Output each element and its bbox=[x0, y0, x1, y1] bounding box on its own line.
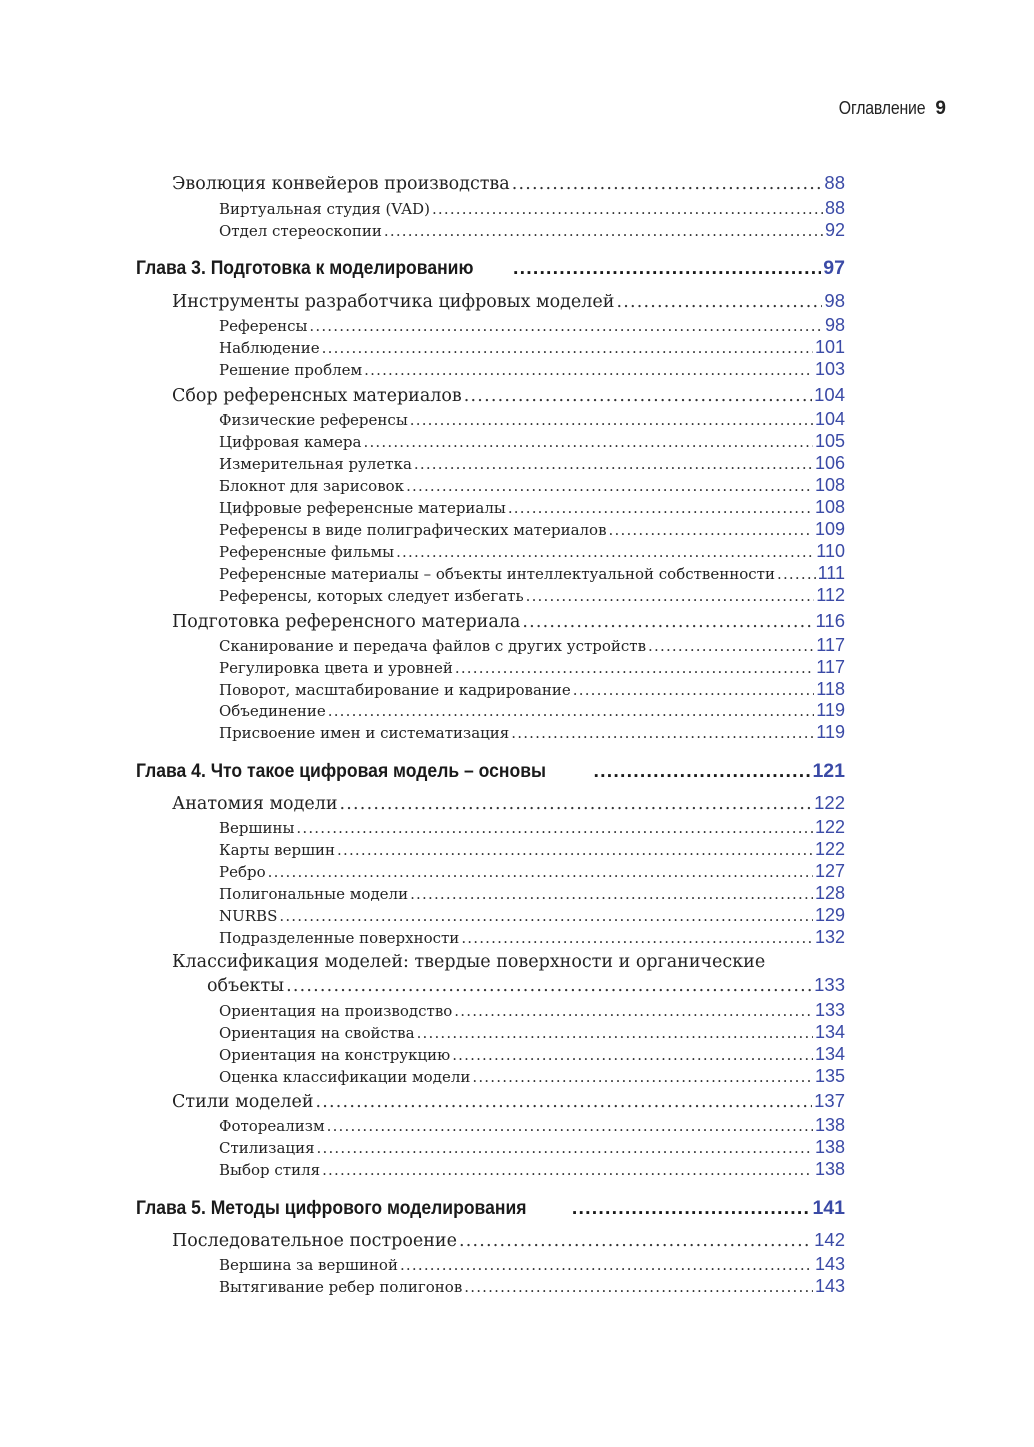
toc-entry-title: Глава 3. Подготовка к моделированию bbox=[136, 257, 474, 279]
toc-page-link[interactable]: 127 bbox=[814, 861, 845, 881]
toc-page-link[interactable]: 138 bbox=[814, 1159, 845, 1179]
toc-page-link[interactable]: 110 bbox=[816, 541, 845, 561]
toc-subsection[interactable] bbox=[219, 337, 845, 358]
toc-subsection[interactable] bbox=[219, 1115, 845, 1136]
toc-entry-title: Стилизация bbox=[219, 1139, 315, 1157]
toc-entry-title: Измерительная рулетка bbox=[219, 455, 412, 473]
dot-leader bbox=[268, 863, 813, 881]
toc-entry-title: Глава 5. Методы цифрового моделирования bbox=[136, 1197, 527, 1219]
toc-entry-title: Присвоение имен и систематизация bbox=[219, 724, 510, 742]
toc-subsection[interactable] bbox=[219, 519, 845, 540]
toc-subsection[interactable] bbox=[219, 220, 845, 241]
toc-page-link[interactable]: 111 bbox=[817, 563, 845, 583]
toc-subsection[interactable] bbox=[219, 198, 845, 219]
toc-page-link[interactable]: 108 bbox=[814, 497, 845, 517]
toc-subsection[interactable] bbox=[219, 817, 845, 838]
toc-entry-title: Виртуальная студия (VAD) bbox=[219, 200, 430, 218]
toc-page-link[interactable]: 138 bbox=[814, 1137, 845, 1157]
dot-leader bbox=[279, 907, 813, 925]
toc-page-link[interactable]: 88 bbox=[824, 172, 845, 193]
dot-leader bbox=[573, 681, 815, 699]
dot-leader bbox=[317, 1139, 813, 1157]
toc-entry-title: Наблюдение bbox=[219, 339, 320, 357]
toc-page-link[interactable]: 88 bbox=[824, 198, 845, 218]
dot-leader bbox=[337, 841, 813, 859]
toc-page-link[interactable]: 104 bbox=[814, 384, 845, 405]
dot-leader bbox=[464, 386, 812, 406]
toc-entry-title: Отдел стереоскопии bbox=[219, 222, 382, 240]
toc-entry-title: NURBS bbox=[219, 907, 278, 925]
toc-entry-title: Регулировка цвета и уровней bbox=[219, 659, 453, 677]
toc-subsection[interactable] bbox=[219, 861, 845, 882]
toc-entry-title: Референсы, которых следует избегать bbox=[219, 587, 524, 605]
dot-leader bbox=[464, 1278, 813, 1296]
dot-leader bbox=[526, 587, 815, 605]
dot-leader bbox=[511, 724, 814, 742]
toc-page-link[interactable]: 133 bbox=[814, 1000, 845, 1020]
dot-leader bbox=[609, 521, 813, 539]
dot-leader bbox=[461, 929, 813, 947]
dot-leader bbox=[522, 612, 813, 632]
toc-section[interactable] bbox=[172, 384, 845, 406]
toc-subsection[interactable] bbox=[219, 475, 845, 496]
dot-leader bbox=[508, 499, 813, 517]
toc-entry-title: Эволюция конвейеров производства bbox=[172, 174, 510, 194]
dot-leader bbox=[396, 543, 814, 561]
toc-entry-title: Цифровая камера bbox=[219, 433, 362, 451]
toc-page-link[interactable]: 122 bbox=[814, 839, 845, 859]
toc-section[interactable] bbox=[172, 1229, 845, 1251]
toc-page-link[interactable]: 104 bbox=[814, 409, 845, 429]
toc-subsection[interactable] bbox=[219, 541, 845, 562]
toc-subsection[interactable] bbox=[219, 839, 845, 860]
dot-leader bbox=[286, 976, 812, 996]
toc-page-link[interactable]: 106 bbox=[814, 453, 845, 473]
toc-page-link[interactable]: 118 bbox=[816, 679, 845, 699]
toc-entry-title: объекты bbox=[207, 976, 285, 996]
toc-page-link[interactable]: 142 bbox=[814, 1229, 845, 1250]
toc-page-link[interactable]: 141 bbox=[812, 1197, 845, 1219]
toc-entry-title: Референсы bbox=[219, 317, 308, 335]
dot-leader bbox=[616, 292, 822, 312]
toc-entry-title: Инструменты разработчика цифровых моделей bbox=[172, 292, 615, 312]
toc-subsection[interactable] bbox=[219, 1159, 845, 1180]
toc-page-link[interactable]: 116 bbox=[815, 610, 845, 631]
dot-leader bbox=[384, 222, 823, 240]
toc-entry-title: Оценка классификации модели bbox=[219, 1068, 471, 1086]
toc-entry-title: Подразделенные поверхности bbox=[219, 929, 460, 947]
dot-leader bbox=[410, 885, 813, 903]
toc-page-link[interactable]: 137 bbox=[814, 1090, 845, 1111]
toc-page-link[interactable]: 134 bbox=[814, 1044, 845, 1064]
toc-page-link[interactable]: 143 bbox=[814, 1254, 845, 1274]
toc-subsection[interactable] bbox=[219, 883, 845, 904]
toc-page-link[interactable]: 112 bbox=[816, 585, 845, 605]
toc-entry-title: Поворот, масштабирование и кадрирование bbox=[219, 681, 571, 699]
dot-leader bbox=[296, 819, 813, 837]
dot-leader bbox=[327, 1117, 813, 1135]
toc-subsection[interactable] bbox=[219, 1000, 845, 1021]
toc-section[interactable] bbox=[172, 792, 845, 814]
toc-page-link[interactable]: 129 bbox=[814, 905, 845, 925]
toc-entry-title: Вытягивание ребер полигонов bbox=[219, 1278, 463, 1296]
toc-entry-title: Сбор референсных материалов bbox=[172, 386, 462, 406]
dot-leader bbox=[328, 702, 815, 720]
toc-subsection[interactable] bbox=[219, 700, 845, 721]
dot-leader bbox=[322, 339, 813, 357]
toc-entry-title: Референсы в виде полиграфических материалов bbox=[219, 521, 607, 539]
toc-subsection[interactable] bbox=[219, 1066, 845, 1087]
toc-subsection[interactable] bbox=[219, 679, 845, 700]
toc-chapter[interactable] bbox=[136, 1197, 845, 1220]
toc-subsection[interactable] bbox=[219, 359, 845, 380]
dot-leader bbox=[400, 1256, 813, 1274]
dot-leader bbox=[513, 257, 821, 280]
dot-leader bbox=[777, 565, 816, 583]
dot-leader bbox=[406, 477, 813, 495]
toc-entry-title: Фотореализм bbox=[219, 1117, 325, 1135]
toc-entry-title: Референсные фильмы bbox=[219, 543, 395, 561]
toc-subsection[interactable] bbox=[219, 635, 845, 656]
dot-leader bbox=[414, 455, 813, 473]
toc-entry-title: Референсные материалы – объекты интеллектуальной собственности bbox=[219, 565, 775, 583]
toc-subsection[interactable] bbox=[219, 1044, 845, 1065]
toc-subsection[interactable] bbox=[219, 722, 845, 743]
toc-page-link[interactable]: 135 bbox=[814, 1066, 845, 1086]
toc-page-link[interactable]: 101 bbox=[814, 337, 845, 357]
toc-section[interactable] bbox=[172, 172, 845, 194]
toc-section[interactable] bbox=[172, 1090, 845, 1112]
toc-entry-title: Карты вершин bbox=[219, 841, 336, 859]
toc-entry-title: Сканирование и передача файлов с других устройств bbox=[219, 637, 647, 655]
toc-page-link[interactable]: 97 bbox=[823, 257, 845, 279]
toc-page-link[interactable]: 117 bbox=[816, 635, 845, 655]
toc-page-link[interactable]: 128 bbox=[814, 883, 845, 903]
toc-entry-title: Полигональные модели bbox=[219, 885, 409, 903]
toc-subsection[interactable] bbox=[219, 1276, 845, 1297]
dot-leader bbox=[594, 760, 811, 783]
toc-entry-title: Блокнот для зарисовок bbox=[219, 477, 405, 495]
toc-subsection[interactable] bbox=[219, 315, 845, 336]
toc-section[interactable] bbox=[172, 610, 845, 632]
dot-leader bbox=[648, 637, 814, 655]
toc-entry-title: Цифровые референсные материалы bbox=[219, 499, 506, 517]
toc-subsection[interactable] bbox=[219, 563, 845, 584]
toc-subsection[interactable] bbox=[219, 1137, 845, 1158]
toc-subsection[interactable] bbox=[219, 1022, 845, 1043]
dot-leader bbox=[432, 200, 823, 218]
toc-page-link[interactable]: 119 bbox=[816, 700, 845, 720]
toc-subsection[interactable] bbox=[219, 1254, 845, 1275]
dot-leader bbox=[572, 1197, 811, 1220]
toc-subsection[interactable] bbox=[219, 431, 845, 452]
toc-page-link[interactable]: 132 bbox=[814, 927, 845, 947]
toc-page-link[interactable]: 92 bbox=[824, 220, 845, 240]
dot-leader bbox=[316, 1092, 813, 1112]
toc-page-link[interactable]: 105 bbox=[814, 431, 845, 451]
toc-subsection[interactable] bbox=[219, 453, 845, 474]
toc-entry-title: Ориентация на свойства bbox=[219, 1024, 415, 1042]
toc-entry-title: Ориентация на производство bbox=[219, 1002, 453, 1020]
toc-page-link[interactable]: 122 bbox=[814, 817, 845, 837]
dot-leader bbox=[459, 1231, 812, 1251]
toc-entry-title: Глава 4. Что такое цифровая модель – основы bbox=[136, 760, 546, 782]
toc-subsection[interactable] bbox=[219, 585, 845, 606]
dot-leader bbox=[452, 1046, 813, 1064]
toc-entry-title: Анатомия модели bbox=[172, 794, 338, 814]
toc-page-link[interactable]: 122 bbox=[814, 792, 845, 813]
dot-leader bbox=[512, 174, 823, 194]
toc-entry-title: Решение проблем bbox=[219, 361, 363, 379]
dot-leader bbox=[455, 659, 814, 677]
toc-entry-title: Вершины bbox=[219, 819, 295, 837]
toc-entry-title: Физические референсы bbox=[219, 411, 408, 429]
running-header bbox=[827, 98, 946, 120]
page-number: 9 bbox=[935, 98, 946, 119]
dot-leader bbox=[417, 1024, 813, 1042]
toc-entry-title: Подготовка референсного материала bbox=[172, 612, 521, 632]
toc-page-link[interactable]: 138 bbox=[814, 1115, 845, 1135]
dot-leader bbox=[410, 411, 813, 429]
dot-leader bbox=[363, 433, 812, 451]
toc-page-link[interactable]: 108 bbox=[814, 475, 845, 495]
toc-page-link[interactable]: 119 bbox=[816, 722, 845, 742]
toc-subsection[interactable] bbox=[219, 409, 845, 430]
toc-subsection[interactable] bbox=[219, 927, 845, 948]
toc-subsection[interactable] bbox=[219, 497, 845, 518]
toc-chapter[interactable] bbox=[136, 760, 845, 783]
dot-leader bbox=[309, 317, 823, 335]
dot-leader bbox=[454, 1002, 813, 1020]
toc-subsection[interactable] bbox=[219, 905, 845, 926]
toc-entry-title: Ребро bbox=[219, 863, 266, 881]
toc-entry-title: Вершина за вершиной bbox=[219, 1256, 398, 1274]
toc-entry-title: Выбор стиля bbox=[219, 1161, 321, 1179]
toc-page-link[interactable]: 117 bbox=[816, 657, 845, 677]
toc-subsection[interactable] bbox=[219, 657, 845, 678]
running-header-title: Оглавление bbox=[838, 98, 926, 118]
toc-entry-title: Последовательное построение bbox=[172, 1231, 457, 1251]
toc-page-link[interactable]: 143 bbox=[814, 1276, 845, 1296]
toc-page-link[interactable]: 98 bbox=[824, 315, 845, 335]
toc-page-link[interactable]: 109 bbox=[814, 519, 845, 539]
toc-page-link[interactable]: 134 bbox=[814, 1022, 845, 1042]
toc-page-link[interactable]: 103 bbox=[814, 359, 845, 379]
toc-chapter[interactable] bbox=[136, 257, 845, 280]
toc-entry-title: Ориентация на конструкцию bbox=[219, 1046, 451, 1064]
dot-leader bbox=[322, 1161, 813, 1179]
toc-entry-title: Объединение bbox=[219, 702, 326, 720]
toc-section[interactable] bbox=[207, 974, 845, 996]
dot-leader bbox=[364, 361, 813, 379]
toc-section[interactable] bbox=[172, 290, 845, 312]
toc-entry-title: Стили моделей bbox=[172, 1092, 314, 1112]
dot-leader bbox=[340, 794, 813, 814]
dot-leader bbox=[472, 1068, 813, 1086]
toc-page-link[interactable]: 121 bbox=[812, 760, 845, 782]
toc-entry-title: Классификация моделей: твердые поверхности и органические bbox=[172, 952, 766, 972]
toc-page-link[interactable]: 133 bbox=[814, 974, 845, 995]
toc-page-link[interactable]: 98 bbox=[824, 290, 845, 311]
